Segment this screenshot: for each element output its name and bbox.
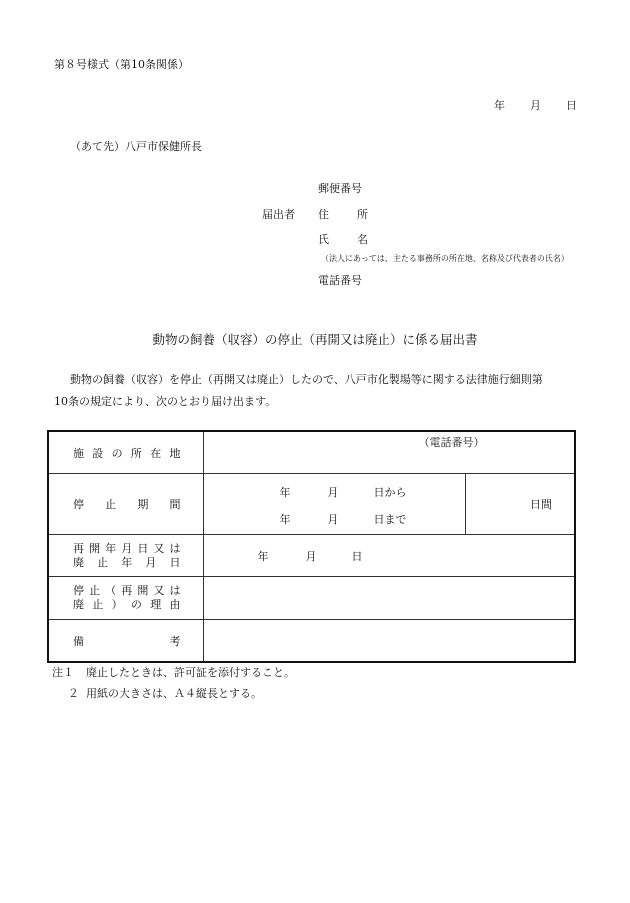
label-char: 月: [145, 555, 157, 569]
name-label-1: 氏: [318, 233, 329, 246]
label-char: 止: [97, 555, 109, 569]
suspension-period-row: [48, 474, 575, 535]
suspension-period-dates[interactable]: [203, 474, 465, 535]
to-year: 年: [279, 513, 291, 526]
label-char: 在: [150, 446, 162, 460]
label-char: 止: [105, 498, 117, 511]
from-day: 日から: [373, 486, 407, 499]
label-char: 又: [153, 541, 165, 555]
body-text-line-2: 10条の規定により、次のとおり届け出ます。: [54, 395, 277, 408]
label-char: 備: [73, 634, 84, 648]
label-char: 施: [73, 446, 84, 460]
facility-location-field[interactable]: [203, 431, 575, 474]
resume-day: 日: [351, 550, 363, 563]
remarks-label: [48, 620, 203, 663]
label-char: 日: [169, 555, 181, 569]
facility-location-label: [48, 431, 203, 474]
resume-month: 月: [305, 550, 317, 563]
phone-label: 電話番号: [318, 274, 362, 287]
label-char: 停: [73, 584, 84, 597]
label-char: （: [105, 584, 117, 597]
label-char: 設: [92, 446, 104, 460]
from-year: 年: [279, 486, 291, 499]
label-char: 再: [73, 541, 84, 555]
remarks-row: [48, 620, 575, 663]
label-char: 間: [169, 498, 181, 511]
date-day: 日: [566, 99, 577, 112]
suspension-days-field[interactable]: [465, 474, 575, 535]
label-char: は: [169, 541, 181, 555]
label-char: 停: [73, 498, 84, 511]
to-month: 月: [327, 513, 339, 526]
note-2-text: 用紙の大きさは、Ａ４縦長とする。: [86, 687, 262, 700]
label-char: 又: [153, 584, 165, 597]
date-month: 月: [530, 99, 541, 112]
document-title: 動物の飼養（収容）の停止（再開又は廃止）に係る届出書: [152, 332, 478, 347]
label-char: 考: [169, 634, 181, 648]
label-char: 理: [150, 598, 162, 611]
address-label-1: 住: [318, 208, 329, 221]
label-char: 開: [89, 541, 101, 555]
resume-year: 年: [257, 550, 269, 563]
label-char: 年: [121, 555, 133, 569]
label-char: 由: [169, 598, 181, 611]
addressee: （あて先）八戸市保健所長: [70, 140, 202, 153]
postal-code-label: 郵便番号: [318, 182, 362, 195]
label-char: 廃: [73, 598, 84, 611]
applicant-label: 届出者: [262, 208, 295, 221]
label-char: 所: [130, 446, 142, 460]
suspension-period-label: [48, 474, 203, 535]
label-char: 年: [105, 541, 117, 555]
label-char: は: [169, 584, 181, 597]
label-char: の: [130, 598, 142, 611]
reason-label: [48, 577, 203, 620]
label-char: 止: [89, 584, 101, 597]
date-year: 年: [494, 99, 505, 112]
label-char: 期: [137, 498, 149, 511]
facility-phone-note: （電話番号）: [418, 436, 485, 449]
reason-row: [48, 577, 575, 620]
label-char: 日: [137, 541, 149, 555]
corporate-note: （法人にあっては、主たる事務所の所在地、名称及び代表者の氏名）: [321, 254, 569, 263]
label-char: 開: [137, 584, 149, 597]
resume-date-label: [48, 535, 203, 577]
body-text-line-1: 動物の飼養（収容）を停止（再開又は廃止）したので、八戸市化製場等に関する法律施行細則第: [70, 373, 543, 386]
name-label-2: 名: [357, 233, 368, 246]
label-char: ）: [111, 598, 123, 611]
label-char: 月: [121, 541, 133, 555]
reason-field[interactable]: [203, 577, 575, 620]
resume-date-row: [48, 535, 575, 577]
label-char: 再: [121, 584, 133, 597]
note-1-text: 廃止したときは、許可証を添付すること。: [86, 666, 295, 679]
notification-table: [47, 430, 576, 663]
to-day: 日まで: [373, 513, 407, 526]
label-char: 廃: [73, 555, 84, 569]
resume-date-field[interactable]: [203, 535, 575, 577]
note-1-mark: 注１: [52, 666, 74, 679]
label-char: の: [111, 446, 123, 460]
days-unit: 日間: [530, 498, 552, 511]
address-label-2: 所: [357, 208, 368, 221]
from-month: 月: [327, 486, 339, 499]
label-char: 止: [92, 598, 104, 611]
form-number: 第８号様式（第10条関係）: [54, 58, 189, 71]
remarks-field[interactable]: [203, 620, 575, 663]
facility-location-row: [48, 431, 575, 474]
label-char: 地: [169, 446, 181, 460]
note-2-mark: ２: [68, 687, 79, 700]
